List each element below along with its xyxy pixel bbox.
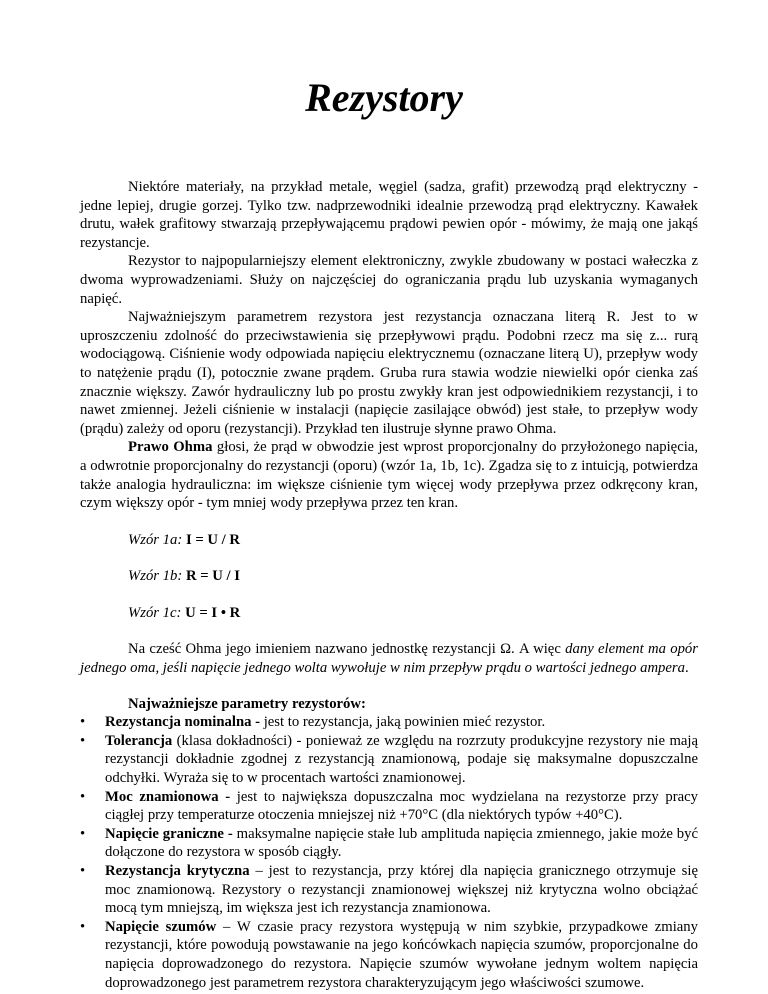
document-body	[80, 178, 698, 992]
ohm-law-term: Prawo Ohma	[128, 439, 213, 456]
param-text: maksymalne napięcie stałe lub amplituda napięcia zmiennego, jakie może być dołączone do rezystora w sposób ciągły.	[105, 825, 698, 861]
list-item	[80, 732, 698, 788]
param-text: – W czasie pracy rezystora występują w nim szybkie, przypadkowe zmiany rezystancji, które powodują powstawanie na jego końcówkach napięcia szumów, proporcjonalne do napięcia doprowadzonego do rezystora. Napięcie szumów wywołane jednym woltem napięcia doprowadzonego jest parametrem rezystora charakteryzującym jego właściwości szumowe.	[105, 918, 698, 991]
document-title: Rezystory	[305, 75, 463, 120]
param-term: Napięcie graniczne -	[105, 825, 233, 842]
formula-1c	[80, 604, 698, 623]
list-item	[80, 788, 698, 825]
list-item	[80, 713, 698, 732]
param-term: Tolerancja	[105, 732, 173, 749]
formula-1a	[80, 531, 698, 550]
unit-end: .	[684, 660, 689, 677]
unit-definition: dany element ma opór jednego oma, jeśli napięcie jednego wolta wywołuje w nim przepływ prądu o wartości jednego ampera	[80, 641, 698, 677]
formula-label: Wzór 1a:	[128, 531, 183, 548]
paragraph-unit	[80, 640, 698, 677]
param-text: – jest to rezystancja, przy której dla napięcia granicznego otrzymuje się moc znamionową. Rezystory o rezystancji znamionowej większej niż krytyczna wolno obciążać mocą tym mniejszą, im większa jest ich rezystancja znamionowa.	[105, 863, 698, 917]
param-text: jest to największa dopuszczalna moc wydzielana na rezystorze przy pracy ciągłej przy temperaturze otoczenia mniejszej niż +70°C (dla niektórych typów +40°C).	[105, 788, 698, 824]
param-term: Rezystancja nominalna -	[105, 714, 261, 731]
paragraph-ohm-law	[80, 438, 698, 512]
params-heading: Najważniejsze parametry rezystorów:	[128, 695, 366, 712]
unit-text: Na cześć Ohma jego imieniem nazwano jednostkę rezystancji Ω. A więc	[128, 641, 566, 658]
paragraph-resistance: Najważniejszym parametrem rezystora jest rezystancja oznaczana literą R. Jest to w uproszczeniu zdolność do przeciwstawienia się przepływowi prądu. Podobni rzecz ma się z... rurą wodociągową. Ciśnienie wody odpowiada napięciu elektrycznemu (oznaczane literą U), przepływ wody to natężenie prądu (I), potocznie zwane prądem. Gruba rura stawia wodzie niewielki opór cienka zaś znacznie większy. Zawór hydrauliczny lub po prostu zwykły kran jest odpowiednikiem rezystancji, i to nawet zmiennej. Jeżeli ciśnienie w instalacji (napięcie zasilające obwód) jest stałe, to przepływ wody (prądu) zależy od oporu (rezystancji). Przykład ten ilustruje słynne prawo Ohma.	[80, 309, 698, 437]
paragraph-intro: Niektóre materiały, na przykład metale, węgiel (sadza, grafit) przewodzą prąd elektryczny - jedne lepiej, drugie gorzej. Tylko tzw. nadprzewodniki idealnie przewodzą prąd elektryczny. Kawałek drutu, wałek grafitowy stwarzają przepływającemu prądowi pewien opór - mówimy, że mają one jakąś rezystancje.	[80, 179, 698, 251]
formula-equation: R = U / I	[185, 568, 241, 585]
paragraph-resistor: Rezystor to najpopularniejszy element elektroniczny, zwykle zbudowany w postaci wałeczka z dwoma wyprowadzeniami. Służy on najczęściej do ograniczania prądu lub uzyskania wymaganych napięć.	[80, 253, 698, 307]
list-item	[80, 825, 698, 862]
param-text: (klasa dokładności) - ponieważ ze względu na rozrzuty produkcyjne rezystory nie mają rezystancji dokładnie zgodnej z rezystancją znamionową, podaje się maksymalne dopuszczalne odchyłki. Wyraża się to w procentach wartości znamionowej.	[105, 732, 698, 787]
formula-equation: U = I • R	[185, 604, 241, 621]
param-term: Rezystancja krytyczna	[105, 863, 250, 879]
param-term: Moc znamionowa -	[105, 788, 231, 805]
param-term: Napięcie szumów	[105, 918, 217, 935]
formula-1b	[80, 567, 698, 586]
list-item	[80, 862, 698, 918]
formula-label: Wzór 1b:	[128, 568, 183, 585]
params-list	[80, 713, 698, 992]
formula-equation: I = U / R	[185, 531, 241, 548]
param-text: jest to rezystancja, jaką powinien mieć rezystor.	[260, 714, 546, 731]
ohm-law-text: głosi, że prąd w obwodzie jest wprost proporcjonalny do przyłożonego napięcia, a odwrotnie proporcjonalny do rezystancji (oporu) (wzór 1a, 1b, 1c). Zgadza się to z intuicją, potwierdza także analogia hydrauliczna: im większe ciśnienie tym więcej wody przepływa przez odkręcony kran, czym większy opór - tym mniej wody przepływa przez ten kran.	[80, 439, 698, 512]
list-item	[80, 918, 698, 992]
formula-label: Wzór 1c:	[128, 604, 182, 621]
